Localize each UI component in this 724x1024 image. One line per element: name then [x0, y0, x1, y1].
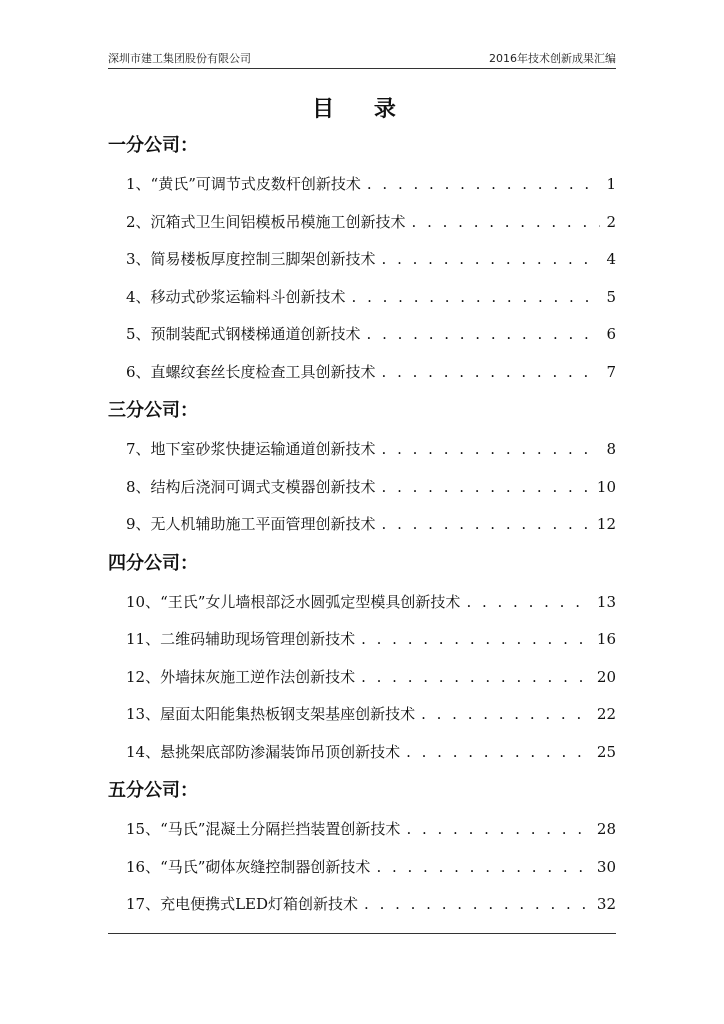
toc-entry[interactable] — [108, 279, 616, 317]
toc-entry-page: 2 — [606, 212, 616, 231]
section-heading: 三分公司： — [108, 400, 198, 421]
toc-entry[interactable] — [108, 584, 616, 622]
dot-leader — [376, 849, 590, 887]
page-header — [108, 48, 616, 69]
toc-entry[interactable] — [108, 469, 616, 507]
toc-entry-label: 11、二维码辅助现场管理创新技术 — [126, 630, 356, 648]
toc-entry-label: 5、预制装配式钢楼梯通道创新技术 — [126, 325, 361, 343]
toc-entry[interactable] — [108, 166, 616, 204]
toc-entry-page: 4 — [606, 250, 616, 268]
toc-entry-page: 13 — [596, 592, 616, 611]
table-of-contents — [108, 126, 616, 924]
toc-entry-page: 32 — [596, 895, 616, 913]
dot-leader — [364, 886, 591, 924]
toc-entry[interactable] — [108, 659, 616, 697]
toc-entry-page: 25 — [596, 742, 616, 761]
section-heading: 四分公司： — [108, 552, 198, 574]
toc-entry-label: 10、“王氏”女儿墙根部泛水圆弧定型模具创新技术 — [126, 592, 461, 611]
toc-entry-page: 30 — [596, 857, 616, 876]
footer-divider — [108, 933, 616, 934]
toc-entry-label: 4、移动式砂浆运输料斗创新技术 — [126, 287, 346, 306]
toc-entry-page: 8 — [606, 440, 616, 458]
toc-entry-label: 12、外墙抹灰施工逆作法创新技术 — [126, 667, 356, 686]
dot-leader — [367, 316, 601, 354]
header-left: 深圳市建工集团股份有限公司 — [108, 52, 251, 65]
toc-entry-label: 1、“黄氏”可调节式皮数杆创新技术 — [126, 175, 361, 193]
toc-entry-label: 16、“马氏”砌体灰缝控制器创新技术 — [126, 857, 371, 876]
dot-leader — [367, 166, 601, 204]
dot-leader — [382, 354, 601, 392]
dot-leader — [361, 621, 591, 659]
toc-entry-page: 16 — [596, 630, 616, 648]
toc-entry-page: 7 — [606, 362, 616, 381]
toc-entry-label: 7、地下室砂浆快捷运输通道创新技术 — [126, 440, 376, 458]
toc-entry[interactable] — [108, 621, 616, 659]
toc-entry[interactable] — [108, 204, 616, 242]
page-title: 目 录 — [312, 96, 412, 122]
toc-entry-label: 17、充电便携式LED灯箱创新技术 — [126, 895, 359, 913]
toc-entry[interactable] — [108, 849, 616, 887]
toc-entry[interactable] — [108, 734, 616, 772]
dot-leader — [382, 431, 601, 469]
toc-entry[interactable] — [108, 431, 616, 469]
header-right: 2016年技术创新成果汇编 — [489, 52, 616, 65]
toc-entry-label: 2、沉箱式卫生间铝模板吊模施工创新技术 — [126, 212, 406, 231]
toc-entry[interactable] — [108, 241, 616, 279]
dot-leader — [382, 469, 591, 507]
toc-entry[interactable] — [108, 811, 616, 849]
toc-entry-page: 12 — [596, 515, 616, 533]
dot-leader — [412, 204, 601, 242]
dot-leader — [421, 696, 591, 734]
toc-entry-page: 6 — [606, 325, 616, 343]
toc-entry[interactable] — [108, 886, 616, 924]
toc-entry-page: 10 — [596, 477, 616, 496]
toc-entry[interactable] — [108, 354, 616, 392]
toc-entry-page: 1 — [606, 175, 616, 193]
toc-entry-label: 9、无人机辅助施工平面管理创新技术 — [126, 515, 376, 533]
dot-leader — [382, 506, 591, 544]
dot-leader — [361, 659, 591, 697]
toc-entry-page: 20 — [596, 667, 616, 686]
dot-leader — [382, 241, 601, 279]
toc-entry-page: 28 — [596, 820, 616, 838]
dot-leader — [352, 279, 601, 317]
toc-entry-label: 8、结构后浇洞可调式支模器创新技术 — [126, 477, 376, 496]
toc-entry-label: 3、简易楼板厚度控制三脚架创新技术 — [126, 250, 376, 268]
dot-leader — [406, 811, 590, 849]
toc-entry-page: 22 — [596, 705, 616, 723]
dot-leader — [406, 734, 591, 772]
toc-entry[interactable] — [108, 696, 616, 734]
section-heading: 五分公司： — [108, 780, 198, 801]
section-heading: 一分公司： — [108, 135, 198, 156]
dot-leader — [466, 584, 590, 622]
toc-entry-label: 13、屋面太阳能集热板钢支架基座创新技术 — [126, 705, 416, 723]
toc-entry-label: 6、直螺纹套丝长度检查工具创新技术 — [126, 362, 376, 381]
toc-entry-page: 5 — [606, 287, 616, 306]
toc-entry-label: 14、悬挑架底部防渗漏装饰吊顶创新技术 — [126, 742, 401, 761]
toc-entry-label: 15、“马氏”混凝土分隔拦挡装置创新技术 — [126, 820, 401, 838]
toc-entry[interactable] — [108, 506, 616, 544]
toc-entry[interactable] — [108, 316, 616, 354]
